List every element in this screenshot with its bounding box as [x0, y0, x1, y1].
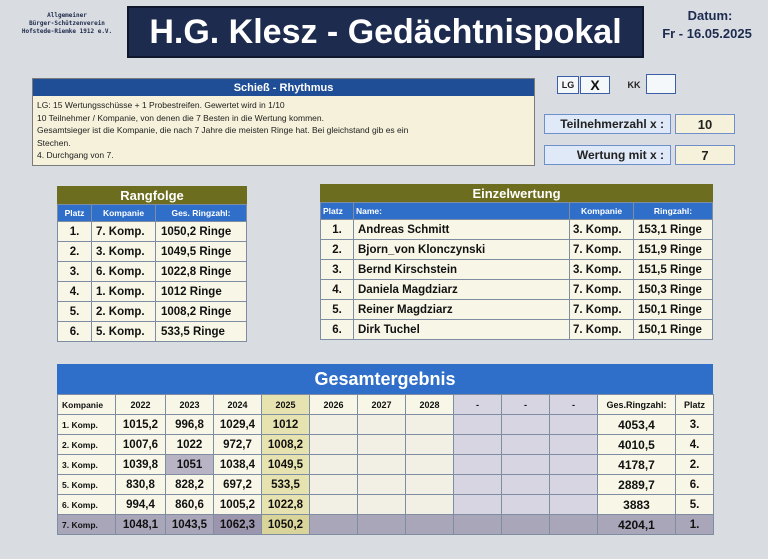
year-cell: 1005,2 — [214, 495, 262, 515]
rank-cell: 2. — [58, 242, 92, 262]
rank-cell: 1. — [58, 222, 92, 242]
rings-cell: 153,1 Ringe — [634, 220, 713, 240]
rank-cell: 1. — [321, 220, 354, 240]
rank-cell: 3. — [321, 260, 354, 280]
company-cell: 2. Komp. — [58, 435, 116, 455]
table-header-row — [321, 203, 713, 220]
spare-cell — [502, 515, 550, 535]
year-cell: 1049,5 — [262, 455, 310, 475]
column-header: - — [550, 395, 598, 415]
spare-cell — [454, 515, 502, 535]
table-row — [321, 240, 713, 260]
year-cell: 1015,2 — [116, 415, 166, 435]
total-results-table — [57, 394, 714, 535]
total-rings-cell: 4010,5 — [598, 435, 676, 455]
company-cell: 6. Komp. — [92, 262, 156, 282]
year-cell: 1022 — [166, 435, 214, 455]
year-cell — [310, 515, 358, 535]
company-cell: 1. Komp. — [92, 282, 156, 302]
ranking-panel — [57, 186, 247, 342]
spare-cell — [502, 495, 550, 515]
spare-cell — [454, 495, 502, 515]
rank-cell: 6. — [58, 322, 92, 342]
year-cell: 1007,6 — [116, 435, 166, 455]
spare-cell — [502, 415, 550, 435]
kk-checkbox[interactable] — [646, 74, 676, 94]
year-cell: 1038,4 — [214, 455, 262, 475]
column-header: Platz — [676, 395, 714, 415]
column-header: 2026 — [310, 395, 358, 415]
club-logo-line: Bürger-Schützenverein — [29, 20, 105, 27]
table-row — [58, 455, 714, 475]
rhythm-line: 4. Durchgang von 7. — [37, 150, 114, 160]
company-cell: 7. Komp. — [58, 515, 116, 535]
rings-cell: 151,9 Ringe — [634, 240, 713, 260]
kk-label: KK — [627, 80, 641, 90]
ranking-title: Rangfolge — [57, 186, 247, 204]
rank-cell: 1. — [676, 515, 714, 535]
individual-panel — [320, 184, 713, 340]
name-cell: Dirk Tuchel — [354, 320, 570, 340]
rating-label: Wertung mit x : — [544, 145, 671, 165]
column-header: 2024 — [214, 395, 262, 415]
column-header: Name: — [354, 203, 570, 220]
column-header: 2025 — [262, 395, 310, 415]
table-header-row — [58, 395, 714, 415]
rank-cell: 6. — [321, 320, 354, 340]
rings-cell: 1008,2 Ringe — [156, 302, 247, 322]
table-row — [58, 322, 247, 342]
company-cell: 6. Komp. — [58, 495, 116, 515]
club-logo-line: Hofstede-Riemke 1912 e.V. — [21, 28, 113, 35]
table-row — [58, 242, 247, 262]
total-rings-cell: 4178,7 — [598, 455, 676, 475]
rings-cell: 151,5 Ringe — [634, 260, 713, 280]
table-row — [58, 435, 714, 455]
rhythm-line: LG: 15 Wertungsschüsse + 1 Probestreifen. Gewertet wird in 1/10 — [37, 100, 285, 110]
year-cell — [406, 475, 454, 495]
table-row — [58, 282, 247, 302]
rank-cell: 2. — [676, 455, 714, 475]
table-row — [58, 475, 714, 495]
name-cell: Daniela Magdziarz — [354, 280, 570, 300]
year-cell: 830,8 — [116, 475, 166, 495]
total-results-title: Gesamtergebnis — [57, 364, 713, 394]
name-cell: Reiner Magdziarz — [354, 300, 570, 320]
table-row — [58, 495, 714, 515]
rings-cell: 150,3 Ringe — [634, 280, 713, 300]
table-header-row — [58, 205, 247, 222]
spare-cell — [550, 455, 598, 475]
year-cell — [310, 455, 358, 475]
total-rings-cell: 2889,7 — [598, 475, 676, 495]
column-header: Ringzahl: — [634, 203, 713, 220]
year-cell: 1062,3 — [214, 515, 262, 535]
company-cell: 3. Komp. — [570, 260, 634, 280]
column-header: Platz — [321, 203, 354, 220]
rank-cell: 4. — [321, 280, 354, 300]
year-cell — [358, 435, 406, 455]
club-logo-line: Allgemeiner — [47, 12, 87, 19]
participants-field[interactable]: 10 — [675, 114, 735, 134]
ranking-table — [57, 204, 247, 342]
rating-field[interactable]: 7 — [675, 145, 735, 165]
rhythm-panel — [32, 78, 535, 166]
spare-cell — [454, 435, 502, 455]
name-cell: Bjorn_von Klonczynski — [354, 240, 570, 260]
column-header: 2028 — [406, 395, 454, 415]
year-cell: 860,6 — [166, 495, 214, 515]
year-cell — [406, 495, 454, 515]
table-row — [321, 280, 713, 300]
year-cell — [358, 455, 406, 475]
table-row — [321, 300, 713, 320]
spare-cell — [502, 455, 550, 475]
year-cell — [310, 475, 358, 495]
column-header: 2023 — [166, 395, 214, 415]
year-cell: 697,2 — [214, 475, 262, 495]
year-cell: 1022,8 — [262, 495, 310, 515]
year-cell: 1051 — [166, 455, 214, 475]
rings-cell: 150,1 Ringe — [634, 320, 713, 340]
company-cell: 3. Komp. — [58, 455, 116, 475]
column-header: Kompanie — [570, 203, 634, 220]
table-row — [58, 222, 247, 242]
company-cell: 7. Komp. — [570, 280, 634, 300]
year-cell: 994,4 — [116, 495, 166, 515]
year-cell — [406, 455, 454, 475]
table-row — [58, 515, 714, 535]
year-cell — [310, 415, 358, 435]
year-cell: 828,2 — [166, 475, 214, 495]
year-cell: 1050,2 — [262, 515, 310, 535]
table-row — [58, 302, 247, 322]
year-cell: 1029,4 — [214, 415, 262, 435]
rank-cell: 4. — [676, 435, 714, 455]
individual-title: Einzelwertung — [320, 184, 713, 202]
year-cell — [406, 515, 454, 535]
company-cell: 5. Komp. — [58, 475, 116, 495]
year-cell: 996,8 — [166, 415, 214, 435]
company-cell: 3. Komp. — [92, 242, 156, 262]
page-title: H.G. Klesz - Gedächtnispokal — [127, 6, 644, 58]
year-cell: 1012 — [262, 415, 310, 435]
year-cell — [406, 435, 454, 455]
lg-checkbox[interactable]: X — [580, 76, 610, 94]
year-cell — [358, 415, 406, 435]
year-cell — [358, 515, 406, 535]
rhythm-line: Gesamtsieger ist die Kompanie, die nach 7 Jahre die meisten Ringe hat. Bei gleichstand gib es ein — [37, 125, 409, 135]
table-row — [58, 415, 714, 435]
year-cell: 1039,8 — [116, 455, 166, 475]
lg-label: LG — [557, 76, 579, 94]
column-header: Ges.Ringzahl: — [598, 395, 676, 415]
spare-cell — [454, 455, 502, 475]
rings-cell: 1049,5 Ringe — [156, 242, 247, 262]
rank-cell: 5. — [676, 495, 714, 515]
column-header: Kompanie — [58, 395, 116, 415]
rank-cell: 4. — [58, 282, 92, 302]
spare-cell — [454, 475, 502, 495]
total-results-panel — [57, 364, 713, 535]
company-cell: 7. Komp. — [570, 320, 634, 340]
year-cell: 1008,2 — [262, 435, 310, 455]
company-cell: 5. Komp. — [92, 322, 156, 342]
spare-cell — [550, 475, 598, 495]
rank-cell: 6. — [676, 475, 714, 495]
rings-cell: 533,5 Ringe — [156, 322, 247, 342]
table-row — [321, 220, 713, 240]
year-cell: 1043,5 — [166, 515, 214, 535]
year-cell — [358, 495, 406, 515]
column-header: Ges. Ringzahl: — [156, 205, 247, 222]
spare-cell — [550, 435, 598, 455]
company-cell: 1. Komp. — [58, 415, 116, 435]
date-label: Datum: — [687, 8, 733, 23]
individual-table — [320, 202, 713, 340]
table-row — [58, 262, 247, 282]
year-cell: 1048,1 — [116, 515, 166, 535]
rings-cell: 1012 Ringe — [156, 282, 247, 302]
year-cell: 972,7 — [214, 435, 262, 455]
table-row — [321, 320, 713, 340]
rhythm-line: 10 Teilnehmer / Kompanie, von denen die 7 Besten in die Wertung kommen. — [37, 112, 324, 123]
column-header: 2022 — [116, 395, 166, 415]
rhythm-title: Schieß - Rhythmus — [33, 79, 534, 96]
column-header: - — [454, 395, 502, 415]
company-cell: 7. Komp. — [570, 300, 634, 320]
total-rings-cell: 4053,4 — [598, 415, 676, 435]
rank-cell: 3. — [676, 415, 714, 435]
rhythm-line: Stechen. — [37, 137, 71, 148]
rings-cell: 1050,2 Ringe — [156, 222, 247, 242]
company-cell: 3. Komp. — [570, 220, 634, 240]
year-cell — [310, 435, 358, 455]
year-cell — [406, 415, 454, 435]
rings-cell: 150,1 Ringe — [634, 300, 713, 320]
spare-cell — [550, 495, 598, 515]
column-header: Kompanie — [92, 205, 156, 222]
company-cell: 2. Komp. — [92, 302, 156, 322]
company-cell: 7. Komp. — [570, 240, 634, 260]
column-header: Platz — [58, 205, 92, 222]
rank-cell: 5. — [321, 300, 354, 320]
column-header: 2027 — [358, 395, 406, 415]
spare-cell — [550, 415, 598, 435]
total-rings-cell: 3883 — [598, 495, 676, 515]
spare-cell — [502, 435, 550, 455]
rank-cell: 2. — [321, 240, 354, 260]
rank-cell: 5. — [58, 302, 92, 322]
rings-cell: 1022,8 Ringe — [156, 262, 247, 282]
column-header: - — [502, 395, 550, 415]
total-rings-cell: 4204,1 — [598, 515, 676, 535]
rank-cell: 3. — [58, 262, 92, 282]
table-row — [321, 260, 713, 280]
spare-cell — [550, 515, 598, 535]
spare-cell — [454, 415, 502, 435]
rhythm-text — [33, 96, 534, 165]
year-cell — [310, 495, 358, 515]
name-cell: Bernd Kirschstein — [354, 260, 570, 280]
spare-cell — [502, 475, 550, 495]
year-cell: 533,5 — [262, 475, 310, 495]
name-cell: Andreas Schmitt — [354, 220, 570, 240]
club-logo — [8, 12, 126, 48]
date-value: Fr - 16.05.2025 — [662, 26, 752, 41]
participants-label: Teilnehmerzahl x : — [544, 114, 671, 134]
company-cell: 7. Komp. — [92, 222, 156, 242]
year-cell — [358, 475, 406, 495]
